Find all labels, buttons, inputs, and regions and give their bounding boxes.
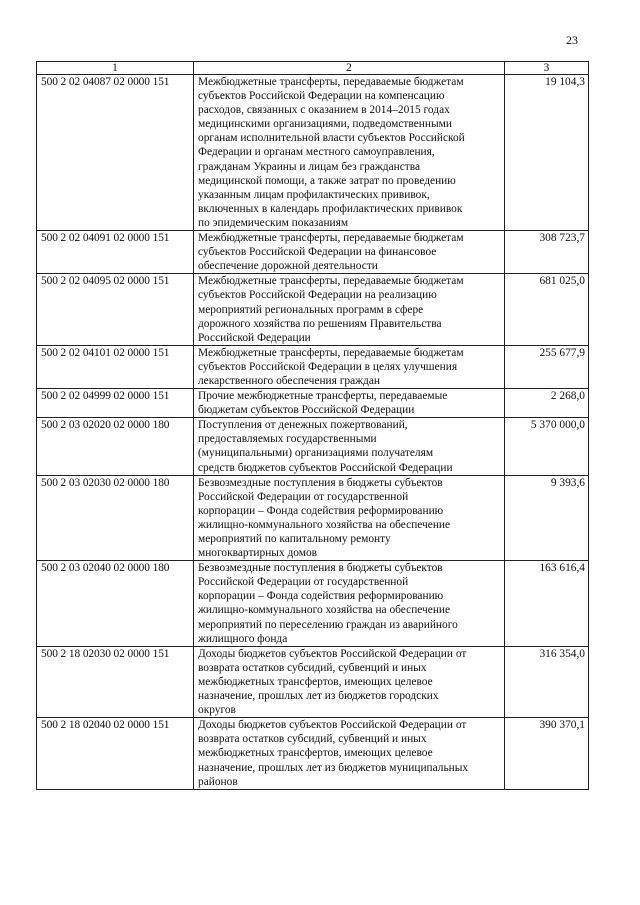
budget-code: 500 2 03 02020 02 0000 180 (37, 418, 194, 475)
description-line: районов (198, 775, 238, 788)
description-line: расходов, связанных с оказанием в 2014–2015 годах (198, 104, 450, 117)
description-line: лекарственного обеспечения граждан (198, 374, 380, 387)
description-line: Безвозмездные поступления в бюджеты субъектов (198, 476, 443, 489)
column-header-amount: 3 (505, 62, 589, 75)
revenue-description (194, 231, 505, 274)
description-line: Межбюджетные трансферты, передаваемые бюджетам (198, 346, 464, 359)
description-line: Российской Федерации от государственной (198, 490, 409, 503)
description-line: Поступления от денежных пожертвований, (198, 419, 408, 432)
description-line: по эпидемическим показаниям (198, 216, 349, 229)
description-line: возврата остатков субсидий, субвенций и иных (198, 733, 427, 746)
description-line: включенных в календарь профилактических прививок (198, 202, 463, 215)
table-row (37, 274, 589, 345)
revenue-description (194, 475, 505, 561)
description-line: медицинской помощи, а также затрат по проведению (198, 174, 456, 187)
description-line: Межбюджетные трансферты, передаваемые бюджетам (198, 232, 464, 245)
description-line: корпорации – Фонда содействия реформированию (198, 504, 444, 517)
description-line: межбюджетных трансфертов, имеющих целевое (198, 747, 433, 760)
table-row (37, 418, 589, 475)
description-line: мероприятий по переселению граждан из аварийного (198, 618, 458, 631)
description-line: Безвозмездные поступления в бюджеты субъектов (198, 562, 443, 575)
description-line: назначение, прошлых лет из бюджетов муниципальных (198, 761, 469, 774)
description-line: Российской Федерации от государственной (198, 576, 409, 589)
column-header-code: 1 (37, 62, 194, 75)
budget-code: 500 2 03 02040 02 0000 180 (37, 561, 194, 647)
description-line: (муниципальными) организациями получателям (198, 447, 434, 460)
amount: 316 354,0 (505, 646, 589, 717)
description-line: Доходы бюджетов субъектов Российской Федерации от (198, 719, 467, 732)
revenue-description (194, 274, 505, 345)
table-row (37, 561, 589, 647)
amount: 2 268,0 (505, 389, 589, 418)
description-line: Доходы бюджетов субъектов Российской Федерации от (198, 647, 467, 660)
description-line: субъектов Российской Федерации на финансовое (198, 246, 437, 259)
description-line: Межбюджетные трансферты, передаваемые бюджетам (198, 275, 464, 288)
table-row (37, 389, 589, 418)
amount: 255 677,9 (505, 345, 589, 388)
description-line: Прочие межбюджетные трансферты, передаваемые (198, 390, 448, 403)
budget-code: 500 2 02 04999 02 0000 151 (37, 389, 194, 418)
description-line: назначение, прошлых лет из бюджетов городских (198, 690, 439, 703)
table-row (37, 231, 589, 274)
budget-code: 500 2 18 02040 02 0000 151 (37, 718, 194, 789)
revenue-description (194, 75, 505, 231)
revenue-description (194, 345, 505, 388)
amount: 681 025,0 (505, 274, 589, 345)
table-header-row (37, 62, 589, 75)
table-row (37, 718, 589, 789)
amount: 5 370 000,0 (505, 418, 589, 475)
description-line: средств бюджетов субъектов Российской Федерации (198, 461, 453, 474)
budget-code: 500 2 02 04091 02 0000 151 (37, 231, 194, 274)
revenue-description (194, 418, 505, 475)
description-line: корпорации – Фонда содействия реформированию (198, 590, 444, 603)
description-line: гражданам Украины и лицам без гражданства (198, 160, 421, 173)
column-header-description: 2 (194, 62, 505, 75)
description-line: жилищно-коммунального хозяйства на обеспечение (198, 604, 451, 617)
description-line: указанным лицам профилактических прививок, (198, 188, 430, 201)
budget-code: 500 2 02 04087 02 0000 151 (37, 75, 194, 231)
budget-code: 500 2 18 02030 02 0000 151 (37, 646, 194, 717)
amount: 19 104,3 (505, 75, 589, 231)
description-line: Федерации и органам местного самоуправления, (198, 146, 435, 159)
description-line: бюджетам субъектов Российской Федерации (198, 404, 415, 417)
description-line: многоквартирных домов (198, 547, 318, 560)
description-line: возврата остатков субсидий, субвенций и иных (198, 661, 427, 674)
amount: 308 723,7 (505, 231, 589, 274)
table-row (37, 75, 589, 231)
budget-table (36, 61, 589, 790)
description-line: Межбюджетные трансферты, передаваемые бюджетам (198, 76, 464, 88)
description-line: межбюджетных трансфертов, имеющих целевое (198, 675, 433, 688)
budget-code: 500 2 03 02030 02 0000 180 (37, 475, 194, 561)
description-line: дорожного хозяйства по решениям Правительства (198, 317, 442, 330)
description-line: органам исполнительной власти субъектов Российской (198, 132, 465, 145)
description-line: субъектов Российской Федерации на компенсацию (198, 90, 445, 103)
revenue-description (194, 561, 505, 647)
description-line: медицинскими организациями, подведомственными (198, 118, 452, 131)
description-line: предоставляемых государственными (198, 433, 377, 446)
budget-code: 500 2 02 04095 02 0000 151 (37, 274, 194, 345)
description-line: округов (198, 704, 236, 717)
amount: 163 616,4 (505, 561, 589, 647)
page-number: 23 (566, 33, 578, 47)
amount: 9 393,6 (505, 475, 589, 561)
revenue-description (194, 646, 505, 717)
revenue-description (194, 718, 505, 789)
description-line: обеспечение дорожной деятельности (198, 260, 378, 273)
description-line: Российской Федерации (198, 331, 311, 344)
table-row (37, 475, 589, 561)
description-line: жилищно-коммунального хозяйства на обеспечение (198, 518, 451, 531)
table-body (37, 75, 589, 790)
description-line: мероприятий региональных программ в сфере (198, 303, 424, 316)
table-row (37, 345, 589, 388)
description-line: мероприятий по капитальному ремонту (198, 533, 391, 545)
budget-code: 500 2 02 04101 02 0000 151 (37, 345, 194, 388)
amount: 390 370,1 (505, 718, 589, 789)
description-line: субъектов Российской Федерации на реализацию (198, 289, 437, 302)
description-line: субъектов Российской Федерации в целях улучшения (198, 360, 458, 373)
table-row (37, 646, 589, 717)
revenue-description (194, 389, 505, 418)
description-line: жилищного фонда (198, 632, 288, 645)
